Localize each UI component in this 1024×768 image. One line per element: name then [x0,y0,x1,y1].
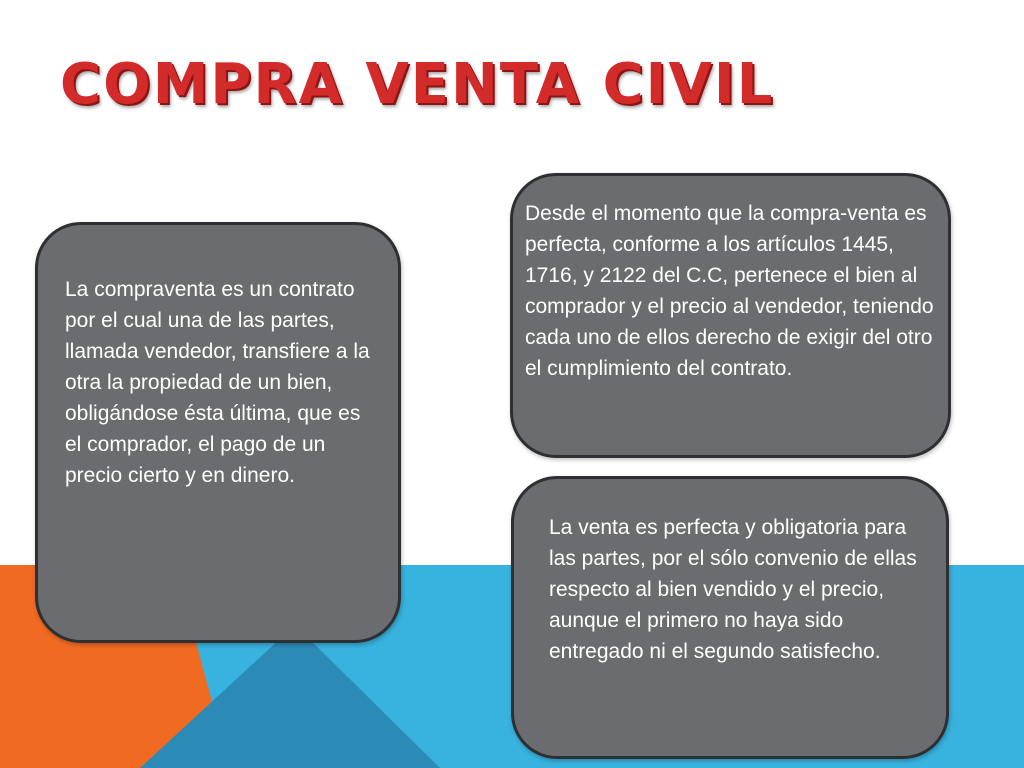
definition-text: La compraventa es un contrato por el cual una de las partes, llamada vendedor, transfiere a la otra la propiedad de un bien, obligándose ésta última, que es el comprador, el pago de un precio cierto y en dinero. [65,278,370,487]
perfection-text: La venta es perfecta y obligatoria para las partes, por el sólo convenio de ellas respecto al bien vendido y el precio, aunque el primero no haya sido entregado ni el segundo satisfecho. [549,516,917,663]
ownership-text: Desde el momento que la compra-venta es perfecta, conforme a los artículos 1445, 1716, y 2122 del C.C, pertenece el bien al comprador y el precio al vendedor, teniendo cada uno de ellos derecho de exigir del otro el cumplimiento del contrato. [525,202,934,380]
perfection-box [511,476,949,759]
slide-title: COMPRA VENTA CIVIL [60,52,775,117]
definition-box [35,222,401,643]
ownership-box [510,173,951,458]
